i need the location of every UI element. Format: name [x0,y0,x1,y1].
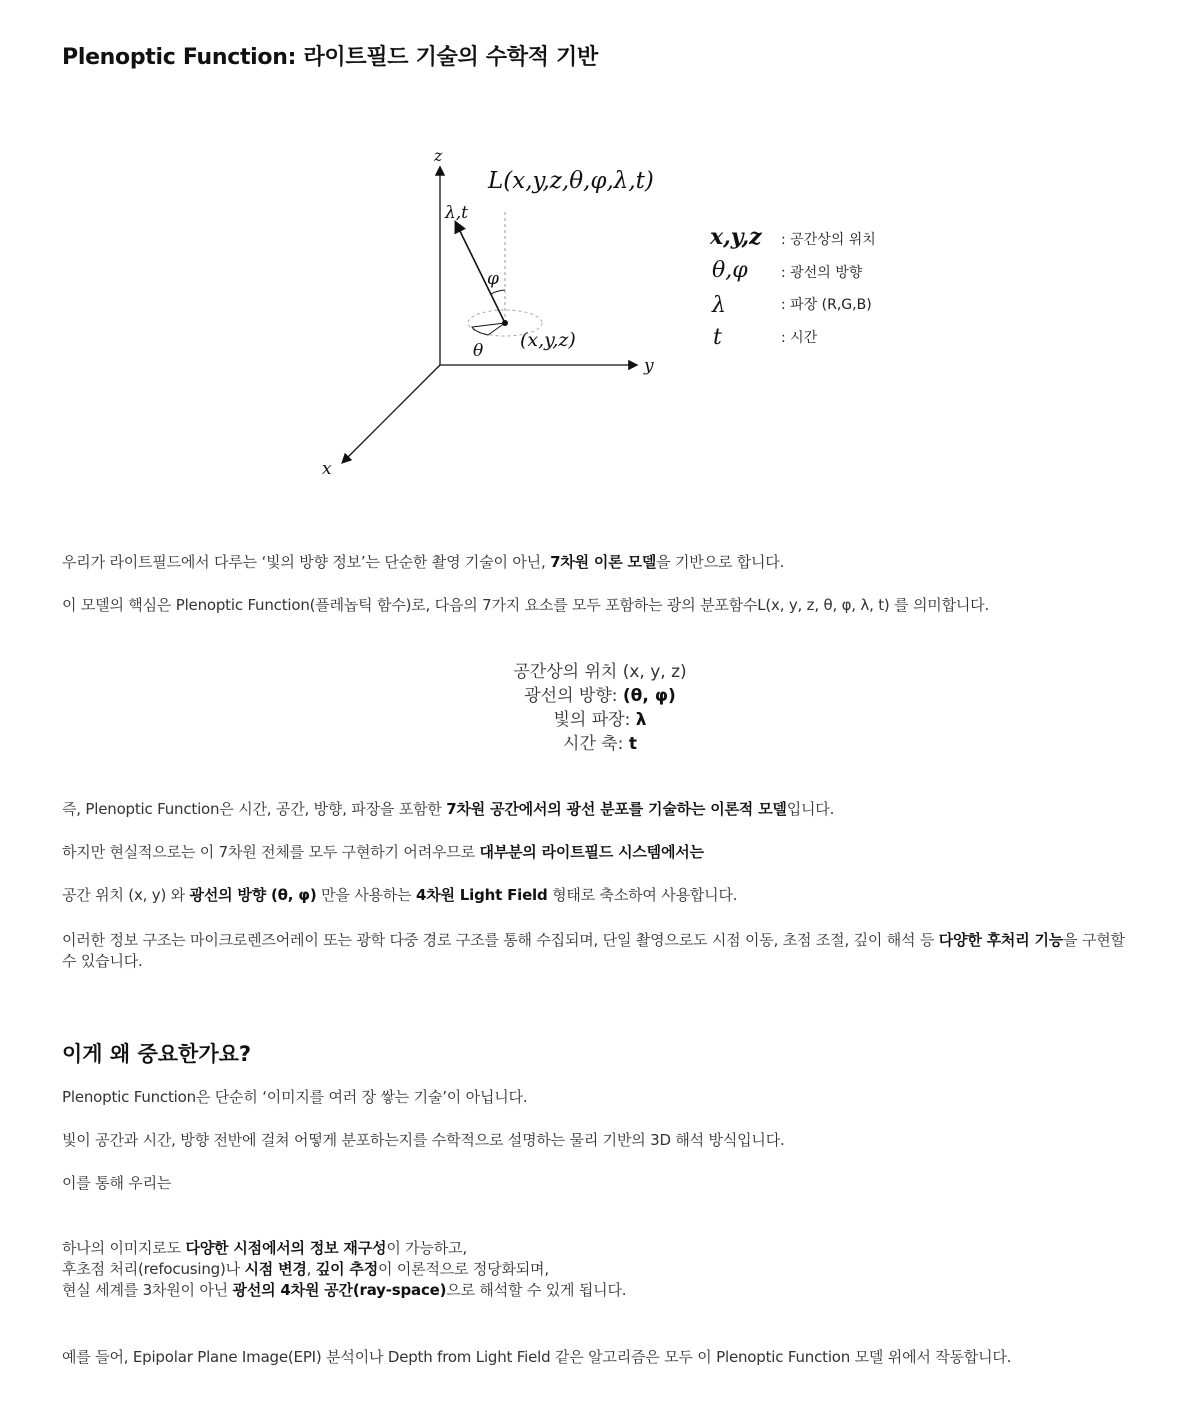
paragraph-through: 이를 통해 우리는 [62,1174,172,1192]
point-label: (x,y,z) [520,329,576,351]
legend-desc-xyz: : 공간상의 위치 [781,232,876,248]
paragraph-summary: 즉, Plenoptic Function은 시간, 공간, 방향, 파장을 포함한 7차원 공간에서의 광선 분포를 기술하는 이론적 모델입니다. [62,800,835,818]
phi-label: φ [487,269,499,289]
theta-label: θ [473,341,484,361]
ray-label: λ,t [445,203,469,223]
theta-wedge [472,323,505,335]
element-time: 시간 축: t [563,734,637,754]
legend-symbol-lambda: λ [712,293,726,318]
benefit-line-3: 현실 세계를 3차원이 아닌 광선의 4차원 공간(ray-space)으로 해석할 수 있게 됩니다. [62,1281,627,1299]
legend-symbol-angles: θ,φ [712,258,748,283]
paragraph-core: 이 모델의 핵심은 Plenoptic Function(플레놉틱 함수)로, 다음의 7가지 요소를 모두 포함하는 광의 분포함수L(x, y, z, θ, φ, λ, t) 를 의미합니다. [62,596,990,614]
para1-text-end: 을 기반으로 합니다. [656,553,785,571]
function-label: L(x,y,z,θ,φ,λ,t) [488,168,654,194]
y-axis-label: y [644,356,654,376]
legend-symbol-xyz: x,y,z [710,224,762,250]
element-direction: 광선의 방향: (θ, φ) [524,686,676,706]
legend-desc-angles: : 광선의 방향 [781,265,863,281]
legend-symbol-t: t [713,325,722,350]
point [502,320,508,326]
paragraph-not-stacking: Plenoptic Function은 단순히 ‘이미지를 여러 장 쌓는 기술’이 아닙니다. [62,1088,528,1106]
benefit-line-2: 후초점 처리(refocusing)나 시점 변경, 깊이 추정이 이론적으로 정당화되며, [62,1260,549,1278]
element-position: 공간상의 위치 (x, y, z) [513,662,687,682]
plenoptic-diagram [300,140,900,480]
benefit-list [62,1238,1142,1301]
phi-arc [491,290,505,294]
element-wavelength: 빛의 파장: λ [553,710,647,730]
paragraph-intro [62,552,1142,573]
x-axis-label: x [322,459,332,479]
section-heading: 이게 왜 중요한가요? [62,1042,252,1066]
element-list [300,660,900,756]
para1-bold: 7차원 이론 모델 [550,553,657,571]
z-axis-label: z [434,146,443,165]
para1-text: 우리가 라이트필드에서 다루는 ‘빛의 방향 정보’는 단순한 촬영 기술이 아닌, [62,553,551,571]
paragraph-4d: 공간 위치 (x, y) 와 광선의 방향 (θ, φ) 만을 사용하는 4차원 Light Field 형태로 축소하여 사용합니다. [62,886,738,904]
benefit-line-1: 하나의 이미지로도 다양한 시점에서의 정보 재구성이 가능하고, [62,1239,467,1257]
legend-desc-lambda: : 파장 (R,G,B) [781,297,872,313]
page-title: Plenoptic Function: 라이트필드 기술의 수학적 기반 [62,45,598,70]
paragraph-physics: 빛이 공간과 시간, 방향 전반에 걸쳐 어떻게 분포하는지를 수학적으로 설명하는 물리 기반의 3D 해석 방식입니다. [62,1131,785,1149]
legend-desc-t: : 시간 [781,330,818,346]
paragraph-example: 예를 들어, Epipolar Plane Image(EPI) 분석이나 Depth from Light Field 같은 알고리즘은 모두 이 Plenoptic Function 모델 위에서 작동합니다. [62,1348,1012,1366]
x-axis [343,365,440,462]
paragraph-limitation: 하지만 현실적으로는 이 7차원 전체를 모두 구현하기 어려우므로 대부분의 라이트필드 시스템에서는 [62,843,704,861]
paragraph-capture: 이러한 정보 구조는 마이크로렌즈어레이 또는 광학 다중 경로 구조를 통해 수집되며, 단일 촬영으로도 시점 이동, 초점 조절, 깊이 해석 등 다양한 후처리 기능을 구현할 수 있습니다. [62,931,1125,970]
